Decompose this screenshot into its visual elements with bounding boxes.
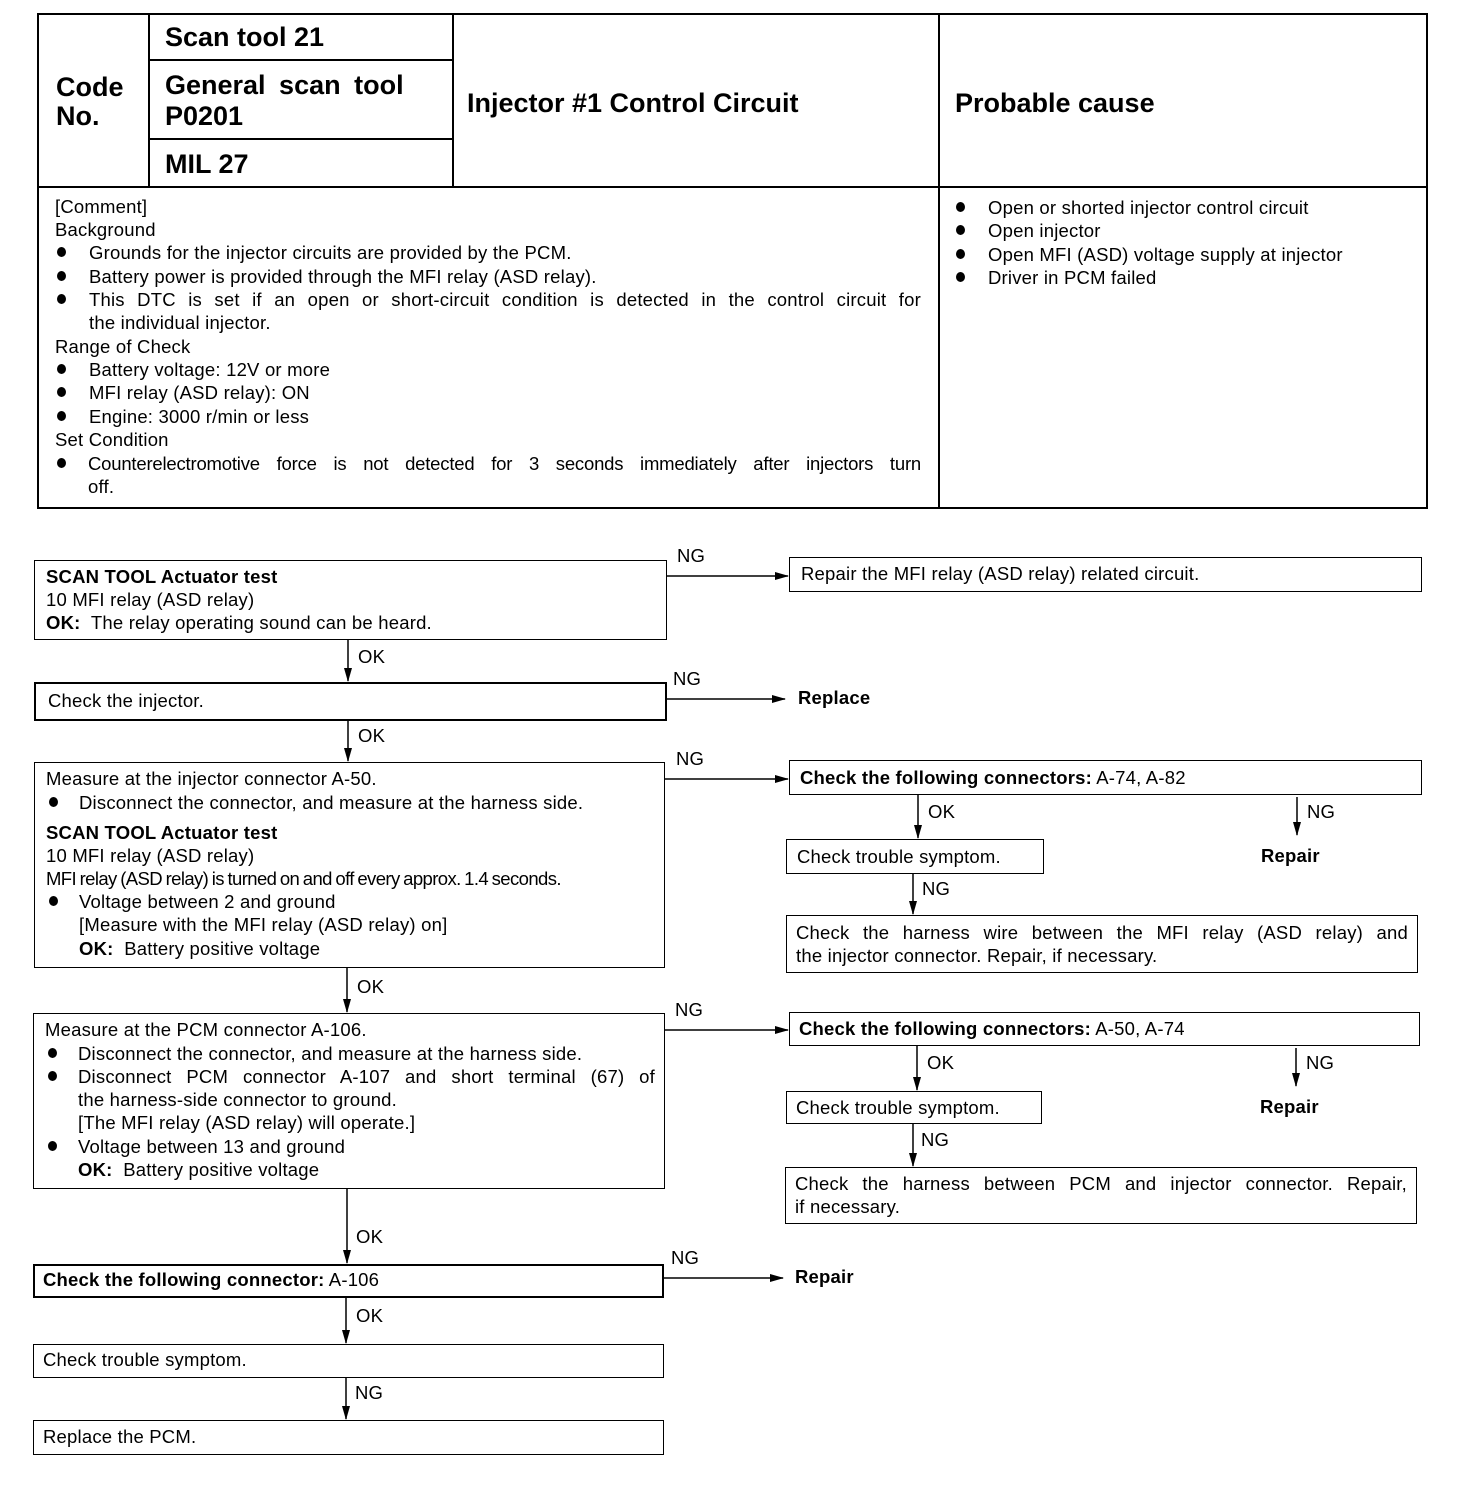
ok-label: OK <box>358 646 386 667</box>
step-text: 10 MFI relay (ASD relay) <box>46 845 255 866</box>
set-item: off. <box>88 476 115 497</box>
ok-label: OK <box>928 801 956 822</box>
ok-prefix: OK: <box>46 612 81 633</box>
bullet-icon <box>48 1048 57 1058</box>
ng-label: NG <box>671 1247 700 1268</box>
background-item: the individual injector. <box>89 312 271 333</box>
step-text: the harness-side connector to ground. <box>78 1089 398 1110</box>
ng-label: NG <box>355 1382 384 1403</box>
ok-label: OK <box>356 1226 384 1247</box>
bold-text: Check the following connectors: <box>799 1018 1091 1039</box>
ng-label: NG <box>675 999 704 1020</box>
result-text: Check the harness wire between the MFI relay (ASD relay) and <box>796 922 1408 943</box>
dtc-title: Injector #1 Control Circuit <box>467 88 799 118</box>
step-text: Disconnect the connector, and measure at the harness side. <box>78 1043 583 1064</box>
ok-label: OK <box>357 976 385 997</box>
code-no-label: No. <box>56 101 100 131</box>
step-title: SCAN TOOL Actuator test <box>46 566 278 587</box>
result-text <box>799 1017 1185 1040</box>
set-heading: Set Condition <box>55 429 169 450</box>
range-item: Battery voltage: 12V or more <box>89 359 331 380</box>
ok-prefix: OK: <box>78 1159 113 1180</box>
general-scan-tool-label: General scan tool <box>165 70 404 100</box>
bold-text: Check the following connectors: <box>800 767 1092 788</box>
bullet-icon <box>49 797 58 807</box>
step-title: SCAN TOOL Actuator test <box>46 822 278 843</box>
ng-label: NG <box>1306 1052 1335 1073</box>
ng-label: NG <box>1307 801 1336 822</box>
bullet-icon <box>49 896 58 906</box>
step-text: 10 MFI relay (ASD relay) <box>46 589 255 610</box>
result-text: Check the harness between PCM and injector connector. Repair, <box>795 1173 1407 1194</box>
result-text: Check trouble symptom. <box>796 1097 1000 1118</box>
result-text: if necessary. <box>795 1196 901 1217</box>
step-text: Check the injector. <box>48 690 204 711</box>
background-heading: Background <box>55 219 156 240</box>
background-item: Battery power is provided through the MFI relay (ASD relay). <box>89 266 597 287</box>
result-repair: Repair <box>795 1266 854 1287</box>
step-text: MFI relay (ASD relay) is turned on and off every approx. 1.4 seconds. <box>46 868 561 889</box>
step-text: [Measure with the MFI relay (ASD relay) on] <box>79 914 448 935</box>
ng-label: NG <box>922 878 951 899</box>
result-text: the injector connector. Repair, if necessary. <box>796 945 1158 966</box>
background-item: This DTC is set if an open or short-circuit condition is detected in the control circuit for <box>89 289 921 310</box>
result-text: Repair the MFI relay (ASD relay) related circuit. <box>801 563 1200 584</box>
bullet-icon <box>48 1141 57 1151</box>
step-text: Measure at the injector connector A-50. <box>46 768 377 789</box>
general-scan-tool-code: P0201 <box>165 101 244 131</box>
bold-text: Check the following connector: <box>43 1269 325 1290</box>
ok-text: The relay operating sound can be heard. <box>90 612 432 633</box>
bullet-icon <box>48 1071 57 1081</box>
range-item: MFI relay (ASD relay): ON <box>89 382 310 403</box>
background-item: Grounds for the injector circuits are provided by the PCM. <box>89 242 572 263</box>
ng-label: NG <box>921 1129 950 1150</box>
step-ok-criterion <box>46 611 432 634</box>
ok-label: OK <box>358 725 386 746</box>
ok-label: OK <box>927 1052 955 1073</box>
ok-text: Battery positive voltage <box>124 938 321 959</box>
connector-list: A-50, A-74 <box>1090 1018 1185 1039</box>
probable-cause-item: Open injector <box>988 220 1101 241</box>
result-text <box>800 766 1186 789</box>
comment-label: [Comment] <box>55 196 148 217</box>
connector-list: A-106 <box>324 1269 380 1290</box>
scan-tool-code: Scan tool 21 <box>165 22 325 52</box>
range-item: Engine: 3000 r/min or less <box>89 406 310 427</box>
step-ok-criterion <box>79 937 320 960</box>
step-ok-criterion <box>78 1158 319 1181</box>
code-no-label: Code <box>56 72 124 102</box>
step-text <box>43 1268 379 1291</box>
result-repair: Repair <box>1260 1096 1319 1117</box>
probable-cause-heading: Probable cause <box>955 88 1155 118</box>
step-text: Voltage between 13 and ground <box>78 1136 346 1157</box>
connector-list: A-74, A-82 <box>1091 767 1186 788</box>
result-repair: Repair <box>1261 845 1320 866</box>
probable-cause-item: Open or shorted injector control circuit <box>988 197 1309 218</box>
set-item: Counterelectromotive force is not detected for 3 seconds immediately after injectors turn <box>88 453 921 474</box>
step-text: Measure at the PCM connector A-106. <box>45 1019 367 1040</box>
mil-code: MIL 27 <box>165 149 249 179</box>
step-text: Voltage between 2 and ground <box>79 891 336 912</box>
ng-label: NG <box>673 668 702 689</box>
step-text: Replace the PCM. <box>43 1426 197 1447</box>
step-text: Check trouble symptom. <box>43 1349 247 1370</box>
ok-prefix: OK: <box>79 938 114 959</box>
result-replace: Replace <box>798 687 871 708</box>
step-text: Disconnect PCM connector A-107 and short terminal (67) of <box>78 1066 655 1087</box>
range-heading: Range of Check <box>55 336 191 357</box>
ok-label: OK <box>356 1305 384 1326</box>
step-text: [The MFI relay (ASD relay) will operate.] <box>78 1112 416 1133</box>
step-text: Disconnect the connector, and measure at the harness side. <box>79 792 584 813</box>
ok-text: Battery positive voltage <box>123 1159 320 1180</box>
ng-label: NG <box>676 748 705 769</box>
result-text: Check trouble symptom. <box>797 846 1001 867</box>
probable-cause-item: Open MFI (ASD) voltage supply at injector <box>988 244 1343 265</box>
ng-label: NG <box>677 545 706 566</box>
probable-cause-item: Driver in PCM failed <box>988 267 1157 288</box>
